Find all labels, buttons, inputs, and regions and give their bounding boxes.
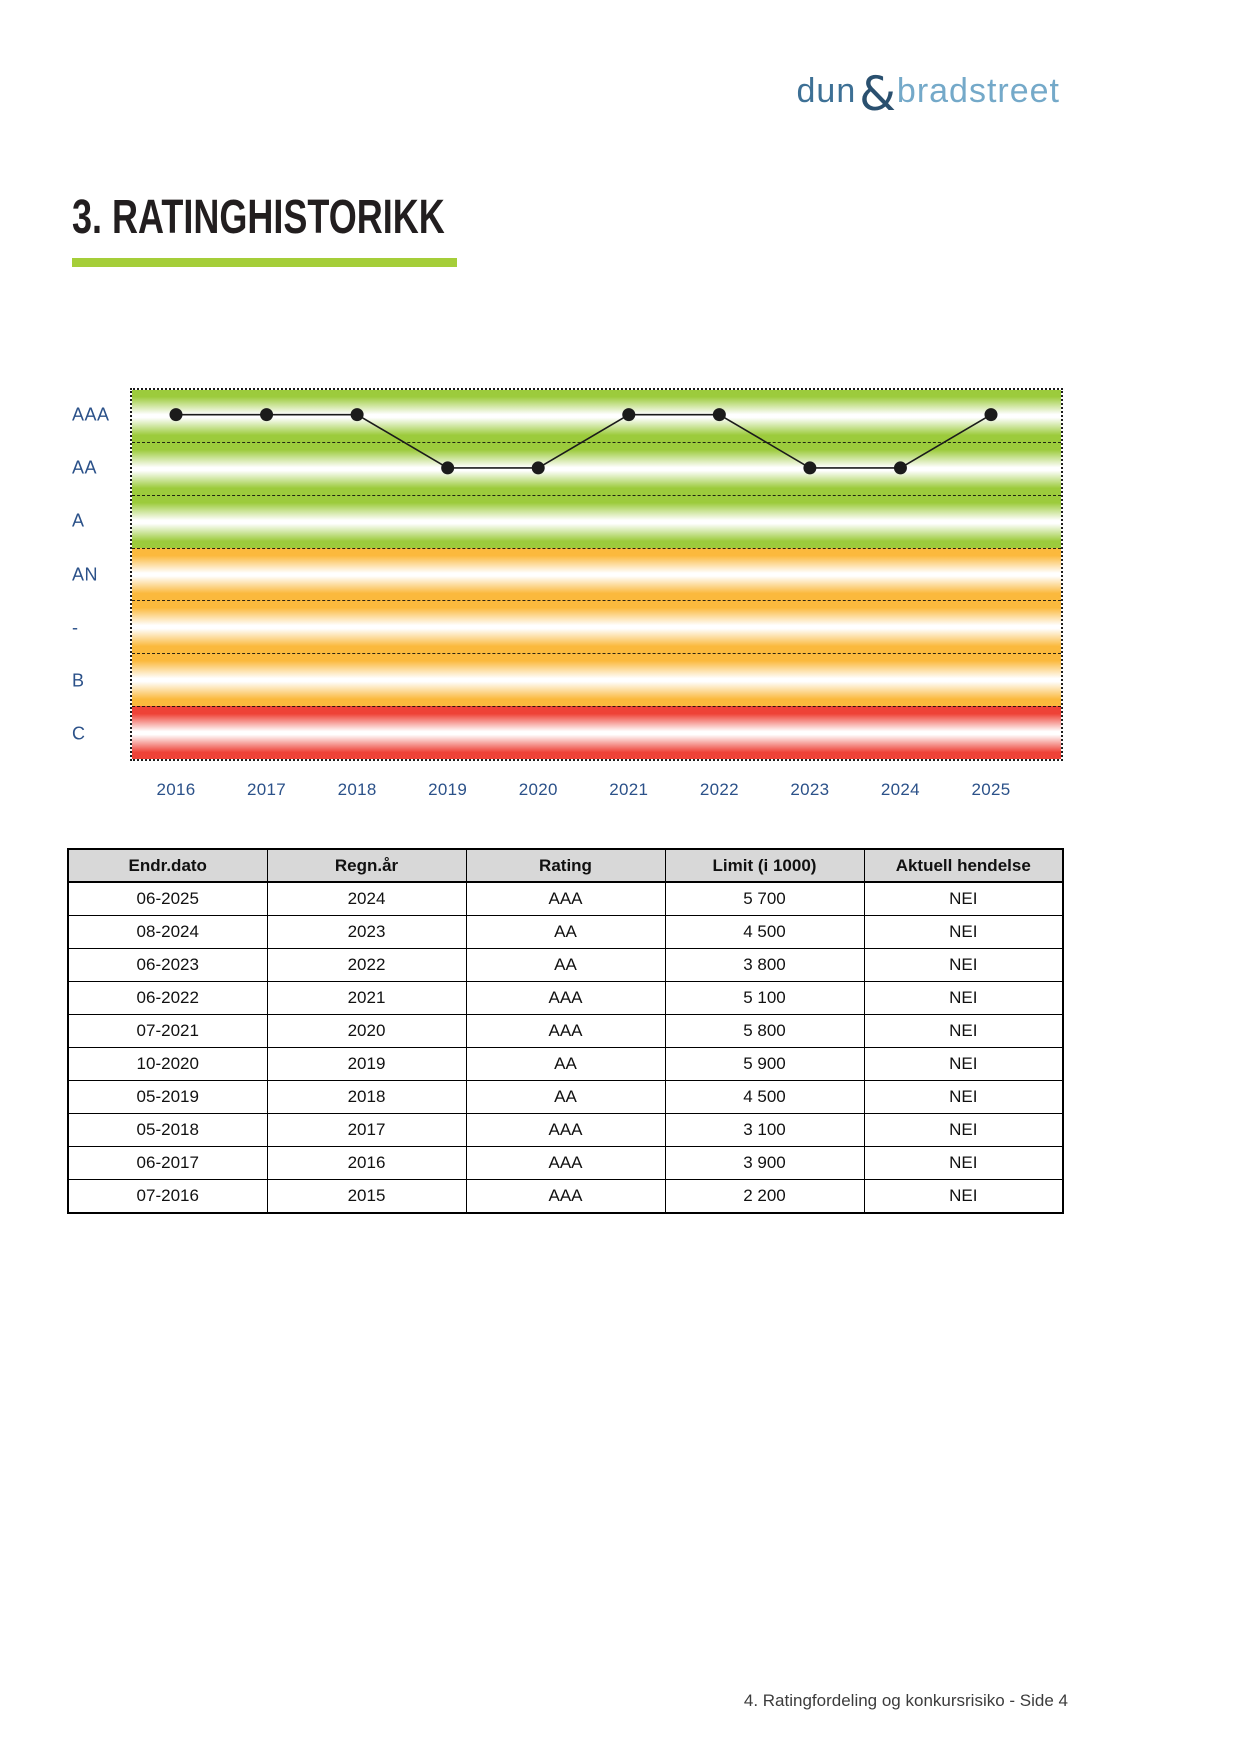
table-cell-limit-i-1000-: 4 500 [665,916,864,949]
table-row [68,982,1063,1015]
table-cell-endr-dato: 06-2017 [68,1147,267,1180]
x-axis-label-2018: 2018 [337,780,377,799]
rating-point-2023 [803,461,816,474]
table-row [68,1180,1063,1214]
table-cell-aktuell-hendelse: NEI [864,1114,1063,1147]
table-cell-endr-dato: 05-2019 [68,1081,267,1114]
y-axis-label-b: B [72,670,85,691]
x-axis-label-2019: 2019 [428,780,468,799]
rating-point-2021 [622,408,635,421]
table-cell-aktuell-hendelse: NEI [864,1147,1063,1180]
table-cell-rating: AAA [466,1147,665,1180]
table-cell-regn-r: 2017 [267,1114,466,1147]
x-axis-label-2016: 2016 [156,780,196,799]
table-cell-aktuell-hendelse: NEI [864,1081,1063,1114]
x-axis-label-2023: 2023 [790,780,830,799]
table-cell-rating: AAA [466,1180,665,1214]
rating-history-table [67,848,1064,1214]
column-header-4: Aktuell hendelse [864,849,1063,882]
column-header-1: Regn.år [267,849,466,882]
rating-point-2016 [170,408,183,421]
rating-line-overlay [130,388,1063,761]
table-cell-limit-i-1000-: 5 800 [665,1015,864,1048]
rating-point-2025 [985,408,998,421]
table-cell-rating: AAA [466,882,665,916]
table-cell-aktuell-hendelse: NEI [864,916,1063,949]
table-cell-regn-r: 2022 [267,949,466,982]
table-cell-regn-r: 2016 [267,1147,466,1180]
table-row [68,949,1063,982]
page-title: 3. RATINGHISTORIKK [72,191,445,244]
rating-line [176,415,991,468]
logo-word-bradstreet: bradstreet [896,72,1060,110]
table-row [68,1081,1063,1114]
rating-point-2017 [260,408,273,421]
y-axis-label-aaa: AAA [72,404,110,425]
table-cell-endr-dato: 06-2025 [68,882,267,916]
table-cell-limit-i-1000-: 3 900 [665,1147,864,1180]
rating-point-2020 [532,461,545,474]
rating-point-2024 [894,461,907,474]
table-cell-regn-r: 2018 [267,1081,466,1114]
table-cell-rating: AA [466,949,665,982]
table-cell-rating: AA [466,1048,665,1081]
table-cell-limit-i-1000-: 5 100 [665,982,864,1015]
title-underline-bar [72,258,457,267]
y-axis-label-c: C [72,723,86,744]
table-cell-regn-r: 2020 [267,1015,466,1048]
x-axis-label-2017: 2017 [247,780,287,799]
table-cell-regn-r: 2015 [267,1180,466,1214]
table-row [68,1114,1063,1147]
table-cell-rating: AA [466,1081,665,1114]
table-cell-aktuell-hendelse: NEI [864,949,1063,982]
table-cell-endr-dato: 05-2018 [68,1114,267,1147]
logo-ampersand-icon: & [859,66,896,122]
table-header-row [68,849,1063,882]
page-footer: 4. Ratingfordeling og konkursrisiko - Side 4 [743,1691,1068,1710]
y-axis-label-an: AN [72,564,99,584]
x-axis-label-2024: 2024 [880,780,920,799]
column-header-3: Limit (i 1000) [665,849,864,882]
table-cell-regn-r: 2019 [267,1048,466,1081]
table-cell-endr-dato: 07-2021 [68,1015,267,1048]
table-cell-endr-dato: 07-2016 [68,1180,267,1214]
column-header-0: Endr.dato [68,849,267,882]
table-cell-endr-dato: 08-2024 [68,916,267,949]
x-axis-label-2022: 2022 [699,780,739,799]
table-cell-aktuell-hendelse: NEI [864,882,1063,916]
table-cell-aktuell-hendelse: NEI [864,1048,1063,1081]
rating-point-2018 [351,408,364,421]
table-cell-limit-i-1000-: 3 800 [665,949,864,982]
table-cell-rating: AAA [466,1114,665,1147]
dun-bradstreet-logo [796,66,1060,122]
table-header [68,849,1063,882]
table-row [68,1015,1063,1048]
table-row [68,1048,1063,1081]
table-body [68,882,1063,1213]
table-row [68,882,1063,916]
table-cell-aktuell-hendelse: NEI [864,1180,1063,1214]
table-cell-rating: AAA [466,982,665,1015]
table-row [68,916,1063,949]
table-cell-endr-dato: 06-2023 [68,949,267,982]
column-header-2: Rating [466,849,665,882]
y-axis-label-aa: AA [72,457,98,478]
x-axis-label-2025: 2025 [971,780,1011,799]
table-cell-aktuell-hendelse: NEI [864,982,1063,1015]
y-axis-label-a: A [72,510,85,531]
x-axis-label-2021: 2021 [609,780,649,799]
table-cell-rating: AA [466,916,665,949]
table-cell-limit-i-1000-: 2 200 [665,1180,864,1214]
table-cell-limit-i-1000-: 5 700 [665,882,864,916]
rating-point-2019 [441,461,454,474]
table-cell-limit-i-1000-: 3 100 [665,1114,864,1147]
logo-word-dun: dun [796,72,857,110]
table-cell-aktuell-hendelse: NEI [864,1015,1063,1048]
table-cell-limit-i-1000-: 4 500 [665,1081,864,1114]
table-row [68,1147,1063,1180]
table-cell-endr-dato: 10-2020 [68,1048,267,1081]
table-cell-regn-r: 2024 [267,882,466,916]
table-cell-endr-dato: 06-2022 [68,982,267,1015]
rating-point-2022 [713,408,726,421]
table-cell-regn-r: 2023 [267,916,466,949]
table-cell-limit-i-1000-: 5 900 [665,1048,864,1081]
table-cell-regn-r: 2021 [267,982,466,1015]
x-axis-label-2020: 2020 [518,780,558,799]
y-axis-label-dash: - [72,617,79,638]
table-cell-rating: AAA [466,1015,665,1048]
